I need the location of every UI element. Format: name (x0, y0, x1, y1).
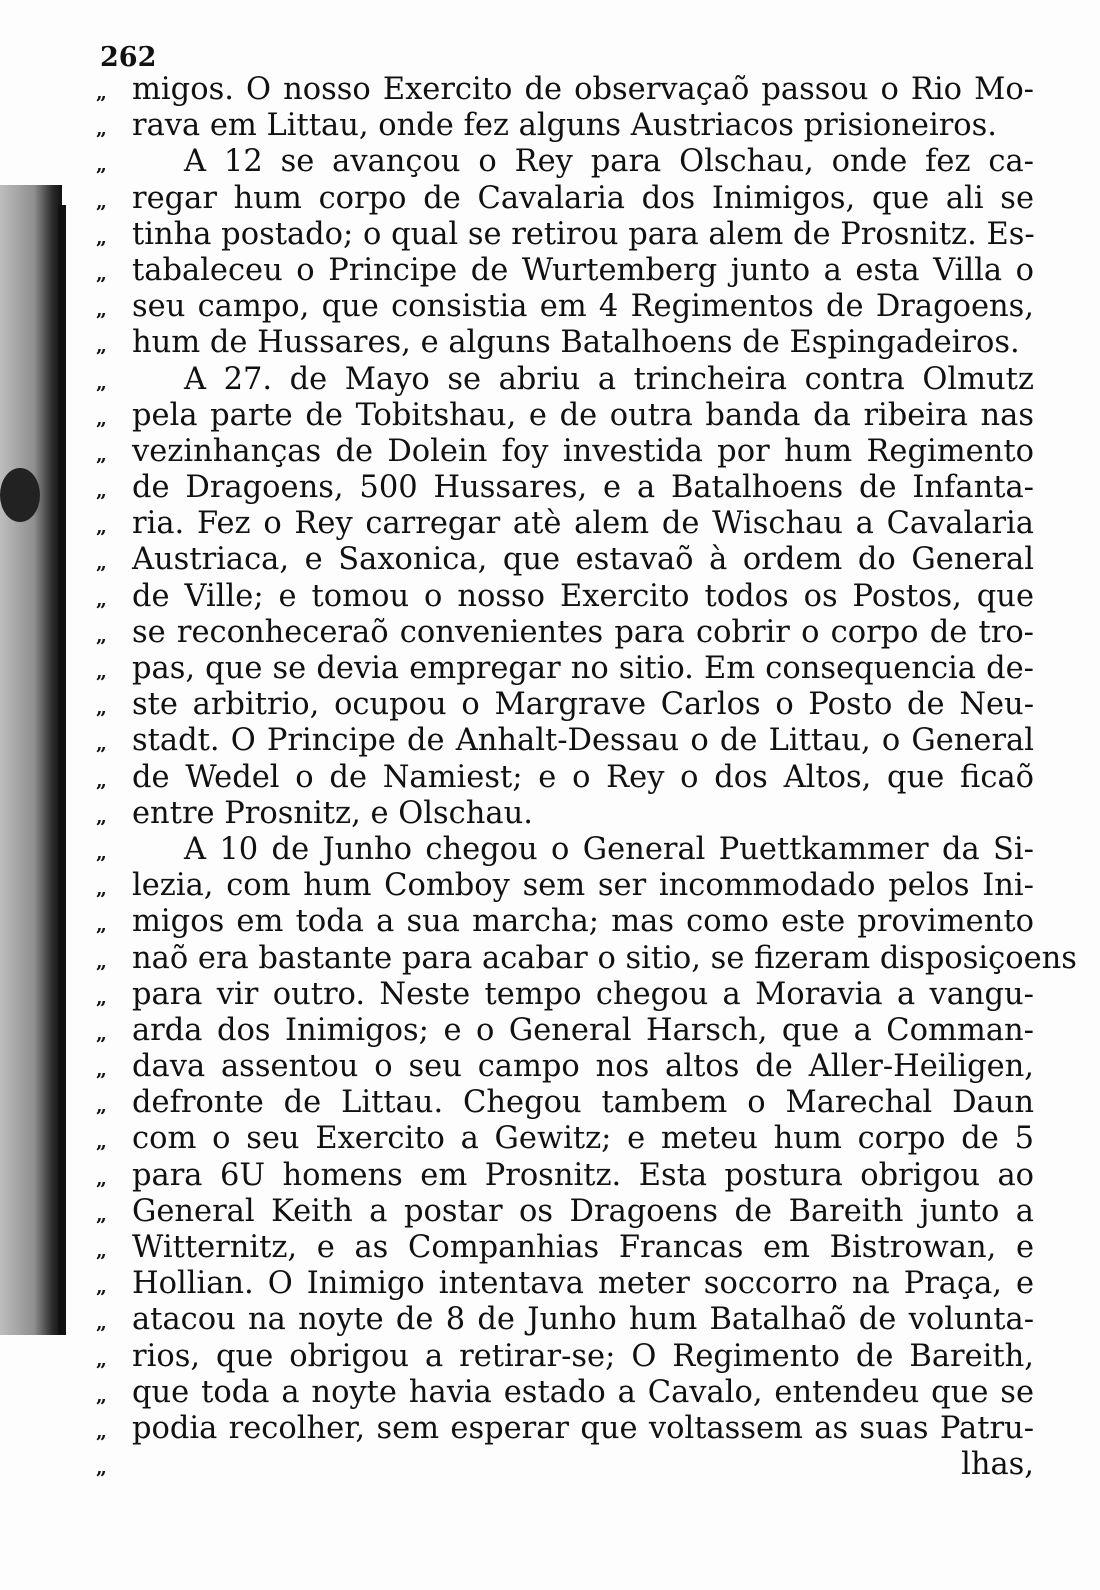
line-text: de Dragoens, 500 Hussares, e a Batalhoens de Infanta- (132, 470, 1034, 506)
line-text: A 10 de Junho chegou o General Puettkammer da Si- (184, 831, 1034, 867)
line-text: General Keith a postar os Dragoens de Bareith junto a (132, 1193, 1034, 1229)
quotation-mark: „ (96, 588, 106, 611)
line-text: Austriaca, e Saxonica, que estavaõ à ordem do General (132, 542, 1034, 578)
quotation-mark: „ (96, 407, 106, 430)
line-text: tabaleceu o Principe de Wurtemberg junto a esta Villa o (132, 252, 1034, 288)
text-line (96, 434, 1034, 470)
line-text: para 6U homens em Prosnitz. Esta postura obrigou ao (132, 1157, 1034, 1193)
line-text: rava em Littau, onde fez alguns Austriacos prisioneiros. (132, 108, 998, 144)
line-text: seu campo, que consistia em 4 Regimentos de Dragoens, (132, 289, 1034, 325)
line-text: rios, que obrigou a retirar-se; O Regimento de Bareith, (132, 1338, 1034, 1374)
text-line (96, 72, 1034, 108)
quotation-mark: „ (96, 154, 106, 177)
quotation-mark: „ (96, 371, 106, 394)
quotation-mark: „ (96, 1420, 106, 1443)
text-line (96, 362, 1034, 398)
line-text: pas, que se devia empregar no sitio. Em consequencia de- (132, 651, 1034, 686)
text-line (96, 325, 1034, 361)
text-body (96, 72, 1077, 1483)
quotation-mark: „ (96, 1457, 106, 1480)
line-text: arda dos Inimigos; e o General Harsch, que a Comman- (132, 1012, 1034, 1048)
quotation-mark: „ (96, 624, 106, 647)
text-line (96, 470, 1034, 506)
quotation-mark: „ (96, 769, 106, 792)
quotation-mark: „ (96, 1022, 106, 1045)
line-text: ria. Fez o Rey carregar atè alem de Wischau a Cavalaria (132, 506, 1034, 542)
text-line (96, 144, 1034, 180)
line-text: A 27. de Mayo se abriu a trincheira contra Olmutz (184, 361, 1034, 397)
text-line (96, 217, 1034, 253)
text-line (96, 1230, 1034, 1266)
text-line (96, 687, 1034, 723)
quotation-mark: „ (96, 1240, 106, 1262)
text-line (96, 615, 1034, 651)
line-text: hum de Hussares, e alguns Batalhoens de Espingadeiros. (132, 325, 1020, 361)
quotation-mark: „ (96, 82, 106, 104)
quotation-mark: „ (96, 950, 106, 973)
line-text: entre Prosnitz, e Olschau. (132, 795, 533, 831)
quotation-mark: „ (96, 1167, 106, 1190)
quotation-mark: „ (96, 226, 106, 249)
text-line (96, 1266, 1034, 1302)
quotation-mark: „ (96, 661, 106, 683)
quotation-mark: „ (96, 878, 106, 901)
text-line (96, 760, 1034, 796)
quotation-mark: „ (96, 516, 106, 539)
quotation-mark: „ (96, 1348, 106, 1371)
line-text: migos em toda a sua marcha; mas como este provimento (132, 904, 1034, 940)
quotation-mark: „ (96, 1312, 106, 1335)
text-line (96, 108, 1034, 144)
text-line (96, 832, 1034, 868)
text-line (96, 253, 1034, 289)
quotation-mark: „ (96, 1131, 106, 1154)
text-line (96, 940, 1077, 977)
line-text: stadt. O Principe de Anhalt-Dessau o de Littau, o General (132, 723, 1034, 759)
quotation-mark: „ (96, 299, 106, 322)
text-line (96, 289, 1034, 325)
text-line (96, 1411, 1034, 1447)
text-line (96, 181, 1034, 217)
text-line (96, 796, 1034, 832)
line-text: regar hum corpo de Cavalaria dos Inimigos, que ali se (132, 180, 1034, 216)
line-text: pela parte de Tobitshau, e de outra banda da ribeira nas (132, 397, 1034, 433)
quotation-mark: „ (96, 190, 106, 213)
text-line (96, 904, 1034, 940)
text-line (96, 1049, 1034, 1085)
text-line (96, 579, 1034, 615)
quotation-mark: „ (96, 733, 106, 756)
line-text: dava assentou o seu campo nos altos de Aller-Heiligen, (132, 1049, 1034, 1085)
quotation-mark: „ (96, 1095, 106, 1118)
line-text: lezia, com hum Comboy sem ser incommodado pelos Ini- (132, 868, 1034, 904)
quotation-mark: „ (96, 335, 106, 358)
text-line (96, 542, 1034, 578)
text-line (96, 1158, 1034, 1194)
text-line (96, 1121, 1034, 1157)
line-text: se reconheceraõ convenientes para cobrir o corpo de tro- (132, 614, 1034, 650)
line-text: tinha postado; o qual se retirou para alem de Prosnitz. Es- (132, 216, 1035, 252)
line-text: Hollian. O Inimigo intentava meter soccorro na Praça, e (132, 1266, 1034, 1302)
quotation-mark: „ (96, 697, 106, 720)
quotation-mark: „ (96, 262, 106, 285)
text-line (96, 1194, 1034, 1230)
binding-shadow (0, 185, 62, 1335)
line-text: defronte de Littau. Chegou tambem o Marechal Daun (132, 1085, 1034, 1121)
text-line (96, 506, 1034, 542)
quotation-mark: „ (96, 1203, 106, 1226)
quotation-mark: „ (96, 1384, 106, 1407)
text-line (96, 1085, 1034, 1121)
text-line (96, 1447, 1034, 1483)
text-line (96, 1302, 1034, 1338)
line-text: lhas, (961, 1447, 1034, 1483)
line-text: A 12 se avançou o Rey para Olschau, onde fez ca- (184, 144, 1034, 180)
text-line (96, 1013, 1034, 1049)
line-text: com o seu Exercito a Gewitz; e meteu hum corpo de 5 (132, 1121, 1034, 1157)
line-text: ste arbitrio, ocupou o Margrave Carlos o Posto de Neu- (132, 687, 1034, 723)
line-text: podia recolher, sem esperar que voltassem as suas Patru- (132, 1410, 1034, 1446)
quotation-mark: „ (96, 986, 106, 1009)
quotation-mark: „ (96, 841, 106, 864)
line-text: vezinhanças de Dolein foy investida por hum Regimento (132, 433, 1034, 469)
quotation-mark: „ (96, 118, 106, 141)
quotation-mark: „ (96, 443, 106, 466)
line-text: para vir outro. Neste tempo chegou a Moravia a vangu- (132, 976, 1034, 1012)
quotation-mark: „ (96, 1059, 106, 1082)
line-text: Witternitz, e as Companhias Francas em Bistrowan, e (132, 1230, 1034, 1265)
page-number: 262 (100, 42, 157, 73)
quotation-mark: „ (96, 480, 106, 503)
text-line (96, 868, 1034, 904)
line-text: de Ville; e tomou o nosso Exercito todos os Postos, que (132, 578, 1034, 614)
binding-edge (58, 205, 66, 1335)
text-line (96, 1375, 1034, 1411)
text-line (96, 651, 1034, 687)
line-text: que toda a noyte havia estado a Cavalo, entendeu que se (132, 1374, 1034, 1410)
text-line (96, 723, 1034, 759)
line-text: atacou na noyte de 8 de Junho hum Batalhaõ de volunta- (132, 1302, 1034, 1338)
quotation-mark: „ (96, 914, 106, 937)
quotation-mark: „ (96, 1276, 106, 1299)
quotation-mark: „ (96, 805, 106, 828)
quotation-mark: „ (96, 552, 106, 575)
line-text: de Wedel o de Namiest; e o Rey o dos Altos, que ficaõ (132, 759, 1034, 795)
ink-blot (0, 468, 40, 522)
line-text: migos. O nosso Exercito de observaçaõ passou o Rio Mo- (132, 72, 1034, 107)
text-line (96, 398, 1034, 434)
text-line (96, 977, 1034, 1013)
line-text: naõ era bastante para acabar o sitio, se fizeram disposiçoens (132, 940, 1077, 976)
text-line (96, 1339, 1034, 1375)
